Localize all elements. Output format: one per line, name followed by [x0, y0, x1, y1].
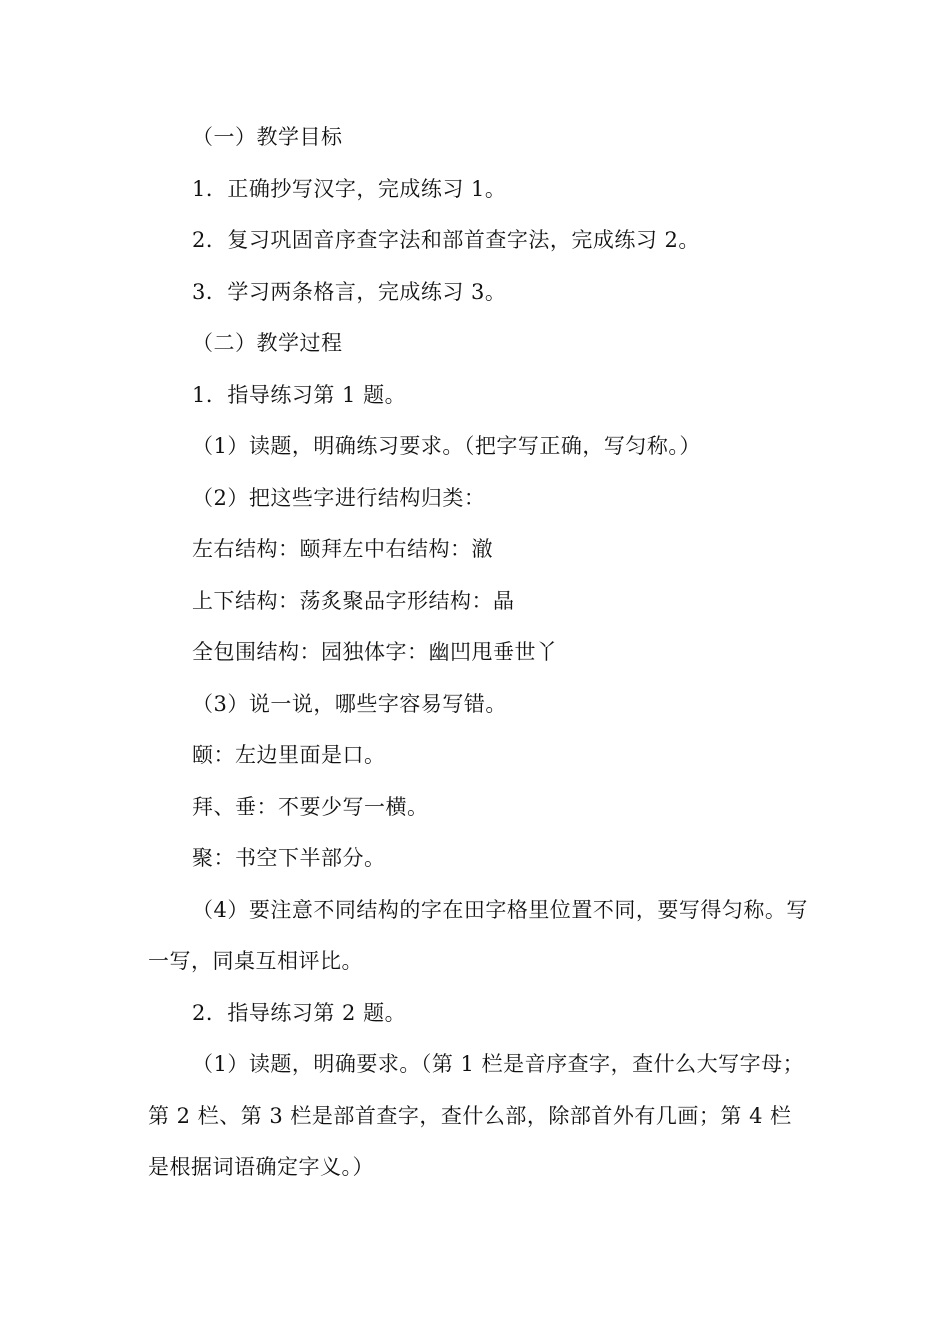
paragraph-step-1: （1）读题，明确练习要求。（把字写正确，写匀称。） [192, 434, 701, 458]
paragraph-goal-2: 2．复习巩固音序查字法和部首查字法，完成练习 2。 [192, 228, 700, 252]
paragraph-note-yi: 颐：左边里面是口。 [192, 743, 386, 767]
paragraph-exercise-2-step-1: （1）读题，明确要求。（第 1 栏是音序查字，查什么大写字母；第 2 栏、第 3 栏是部首查字，查什么部，除部首外有几画；第 4 栏是根据词语确定字义。） [148, 1052, 805, 1179]
paragraph-exercise-2: 2．指导练习第 2 题。 [192, 1000, 407, 1025]
paragraph-goal-3: 3．学习两条格言，完成练习 3。 [192, 279, 507, 304]
section-heading-teaching-process: （二）教学过程 [192, 331, 343, 355]
section-heading-teaching-goals: （一）教学目标 [192, 125, 343, 149]
paragraph-note-bai-chui: 拜、垂：不要少写一横。 [192, 794, 429, 819]
paragraph-structure-top-bottom: 上下结构：荡炙聚品字形结构：晶 [192, 588, 515, 613]
paragraph-step-2: （2）把这些字进行结构归类： [192, 485, 486, 510]
paragraph-structure-enclosed: 全包围结构：园独体字：幽凹甩垂世丫 [192, 640, 558, 664]
paragraph-note-ju: 聚：书空下半部分。 [192, 846, 386, 870]
document-body [148, 112, 808, 1194]
paragraph-exercise-1: 1．指导练习第 1 题。 [192, 382, 407, 407]
paragraph-goal-1: 1．正确抄写汉字，完成练习 1。 [192, 176, 507, 201]
paragraph-step-4: （4）要注意不同结构的字在田字格里位置不同，要写得匀称。写一写，同桌互相评比。 [148, 897, 808, 973]
paragraph-step-3: （3）说一说，哪些字容易写错。 [192, 691, 507, 716]
paragraph-structure-left-right: 左右结构：颐拜左中右结构：澈 [192, 537, 493, 561]
